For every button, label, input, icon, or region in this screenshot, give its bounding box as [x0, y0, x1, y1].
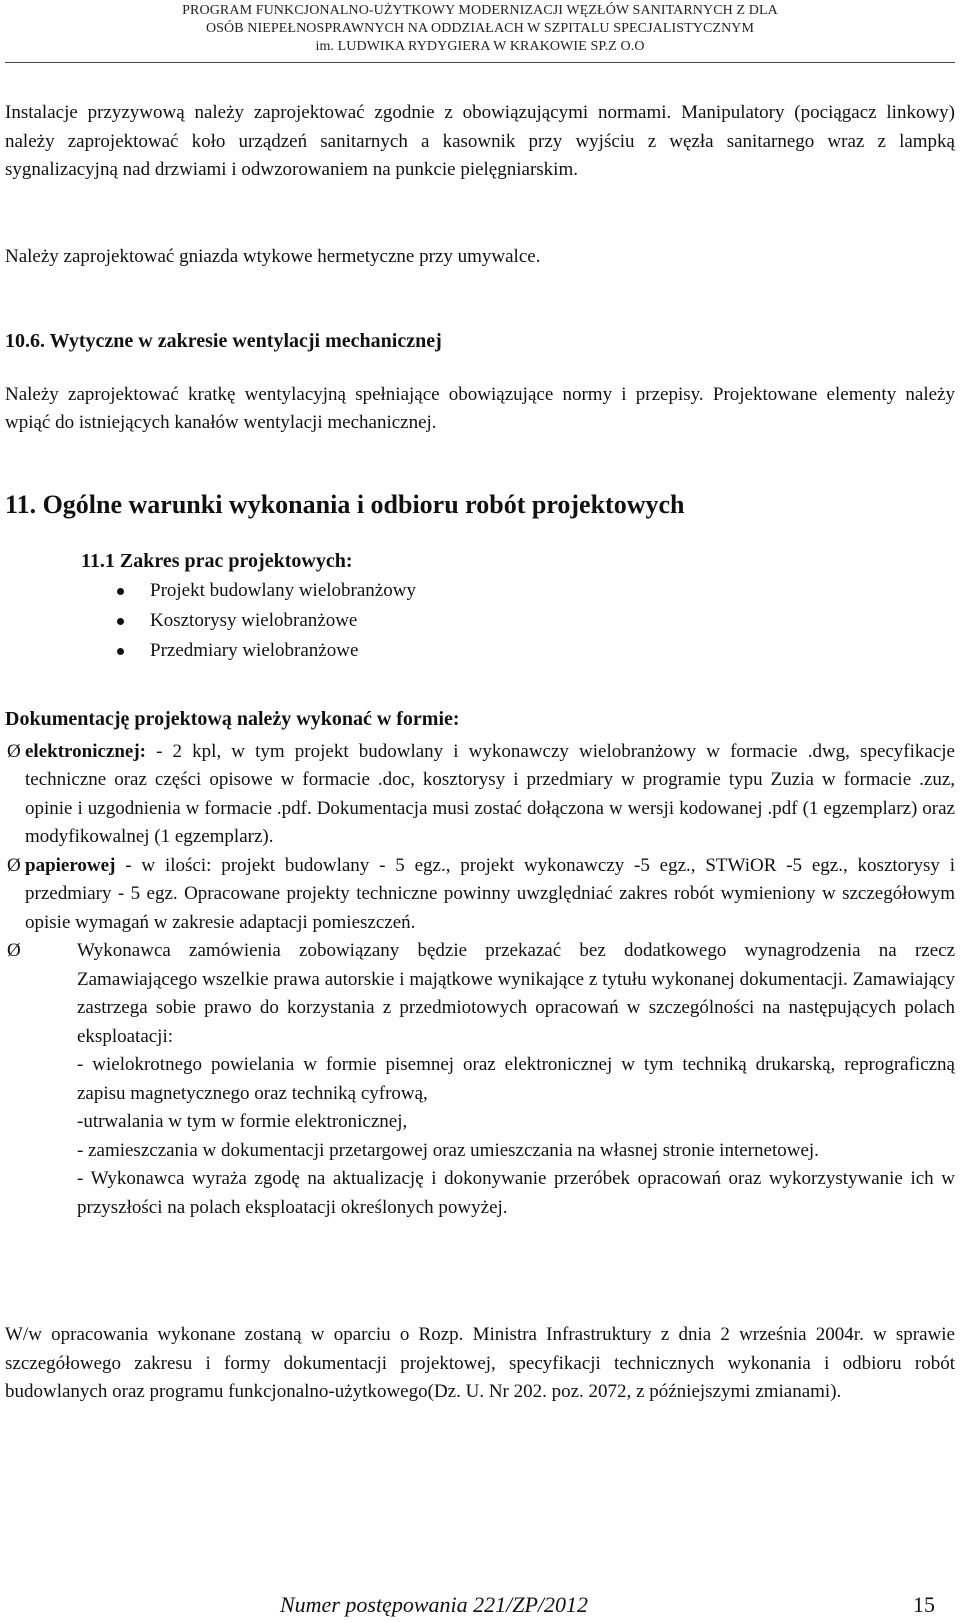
list-item: Projekt budowlany wielobranżowy — [5, 576, 955, 606]
section-10-6 — [5, 327, 955, 438]
paper-text: - w ilości: projekt budowlany - 5 egz., projekt wykonawczy -5 egz., STWiOR -5 egz., kosztorysy i przedmiary - 5 egz. Opracowane projekty techniczne powinny uwzględniać zakres robót wymieniony w szczegółowym opisie wymagań w zakresie adaptacji pomieszczeń. — [25, 854, 955, 933]
electronic-label: elektronicznej: — [25, 740, 146, 762]
documentation-section — [5, 705, 955, 1222]
header-line-1: PROGRAM FUNKCJONALNO-UŻYTKOWY MODERNIZACJI WĘZŁÓW SANITARNYCH Z DLA — [182, 3, 778, 18]
header-line-2: OSÓB NIEPEŁNOSPRAWNYCH NA ODDZIAŁACH W SZPITALU SPECJALISTYCZNYM — [205, 21, 755, 36]
paragraph-call-system — [5, 99, 955, 185]
list-item: Kosztorysy wielobranżowe — [5, 606, 955, 636]
arrow-bullet-icon: Ø — [7, 940, 21, 961]
paragraph-text: Instalacje przyzywową należy zaprojektować zgodnie z obowiązującymi normami. Manipulatory (pociągacz linkowy) należy zaprojektować koło urządzeń sanitarnych a kasownik przy wyjściu z węzła sanitarnego wraz z lampką sygnalizacyjną nad drzwiami i odwzorowaniem na punkcie pielęgniarskim. — [5, 102, 955, 180]
closing-paragraph — [5, 1321, 955, 1407]
section-11 — [5, 490, 955, 666]
arrow-bullet-icon: Ø — [7, 740, 21, 762]
paragraph-text: W/w opracowania wykonane zostaną w oparciu o Rozp. Ministra Infrastruktury z dnia 2 września 2004r. w sprawie szczegółowego zakresu i formy dokumentacji projektowej, specyfikacji technicznych wykonania i odbioru robót budowlanych oraz programu funkcjonalno-użytkowego(Dz. U. Nr 202. poz. 2072, z późniejszymi zmianami). — [5, 1324, 955, 1402]
procedure-number: Numer postępowania 221/ZP/2012 — [280, 1592, 589, 1617]
contractor-text: Wykonawca zamówienia zobowiązany będzie przekazać bez dodatkowego wynagrodzenia na rzecz Zamawiającego wszelkie prawa autorskie i majątkowe wynikające z tytułu wykonanej dokumentacji. Zamawiający zastrzega sobie prawo do korzystania z przedmiotowych opracowań w szczególności na następujących polach eksploatacji: — [77, 940, 955, 1047]
paragraph-text: Należy zaprojektować gniazda wtykowe hermetyczne przy umywalce. — [5, 246, 541, 267]
scope-list — [5, 576, 955, 666]
header-divider — [5, 62, 955, 63]
paper-label: papierowej — [25, 854, 116, 876]
header-line-3: im. LUDWIKA RYDYGIERA W KRAKOWIE SP.Z O.O — [315, 39, 645, 54]
list-item: Przedmiary wielobranżowe — [5, 636, 955, 666]
bullet-icon — [117, 648, 124, 655]
section-text: Należy zaprojektować kratkę wentylacyjną spełniające obowiązujące normy i przepisy. Projektowane elementy należy wpiąć do istniejących kanałów wentylacji mechanicznej. — [5, 383, 955, 433]
arrow-bullet-icon: Ø — [7, 854, 21, 876]
bullet-icon — [117, 618, 124, 625]
documentation-heading: Dokumentację projektową należy wykonać w formie: — [5, 708, 460, 730]
bullet-icon — [117, 588, 124, 595]
contractor-item — [5, 937, 955, 1222]
page-number: 15 — [913, 1592, 935, 1617]
section-heading: 11. Ogólne warunki wykonania i odbioru robót projektowych — [5, 490, 685, 519]
section-heading: 10.6. Wytyczne w zakresie wentylacji mechanicznej — [5, 330, 442, 352]
electronic-text: - 2 kpl, w tym projekt budowlany i wykonawczy wielobranżowy w formacie .dwg, specyfikacje techniczne oraz części opisowe w formacie .doc, kosztorysy i przedmiary w programie typu Zuzia w formacie .zuz, opinie i uzgodnienia w formacie .pdf. Dokumentacja musi zostać dołączona w wersji kodowanej .pdf (1 egzemplarz) oraz modyfikowalnej (1 egzemplarz). — [25, 740, 955, 847]
exploitation-field: -utrwalania w tym w formie elektronicznej, — [77, 1111, 408, 1132]
paragraph-sockets — [5, 243, 955, 272]
paper-item — [5, 852, 955, 938]
exploitation-field: - wielokrotnego powielania w formie pisemnej oraz elektronicznej w tym techniką drukarską, reprograficzną zapisu magnetycznego oraz techniką cyfrową, — [77, 1054, 955, 1104]
exploitation-field: - zamieszczania w dokumentacji przetargowej oraz umieszczania na własnej stronie internetowej. — [77, 1139, 819, 1161]
exploitation-field: - Wykonawca wyraża zgodę na aktualizację i dokonywanie przeróbek opracowań oraz wykorzystywanie ich w przyszłości na polach eksploatacji określonych powyżej. — [77, 1168, 955, 1218]
subsection-heading: 11.1 Zakres prac projektowych: — [81, 550, 353, 572]
electronic-item — [5, 738, 955, 852]
page-header — [0, 2, 960, 56]
